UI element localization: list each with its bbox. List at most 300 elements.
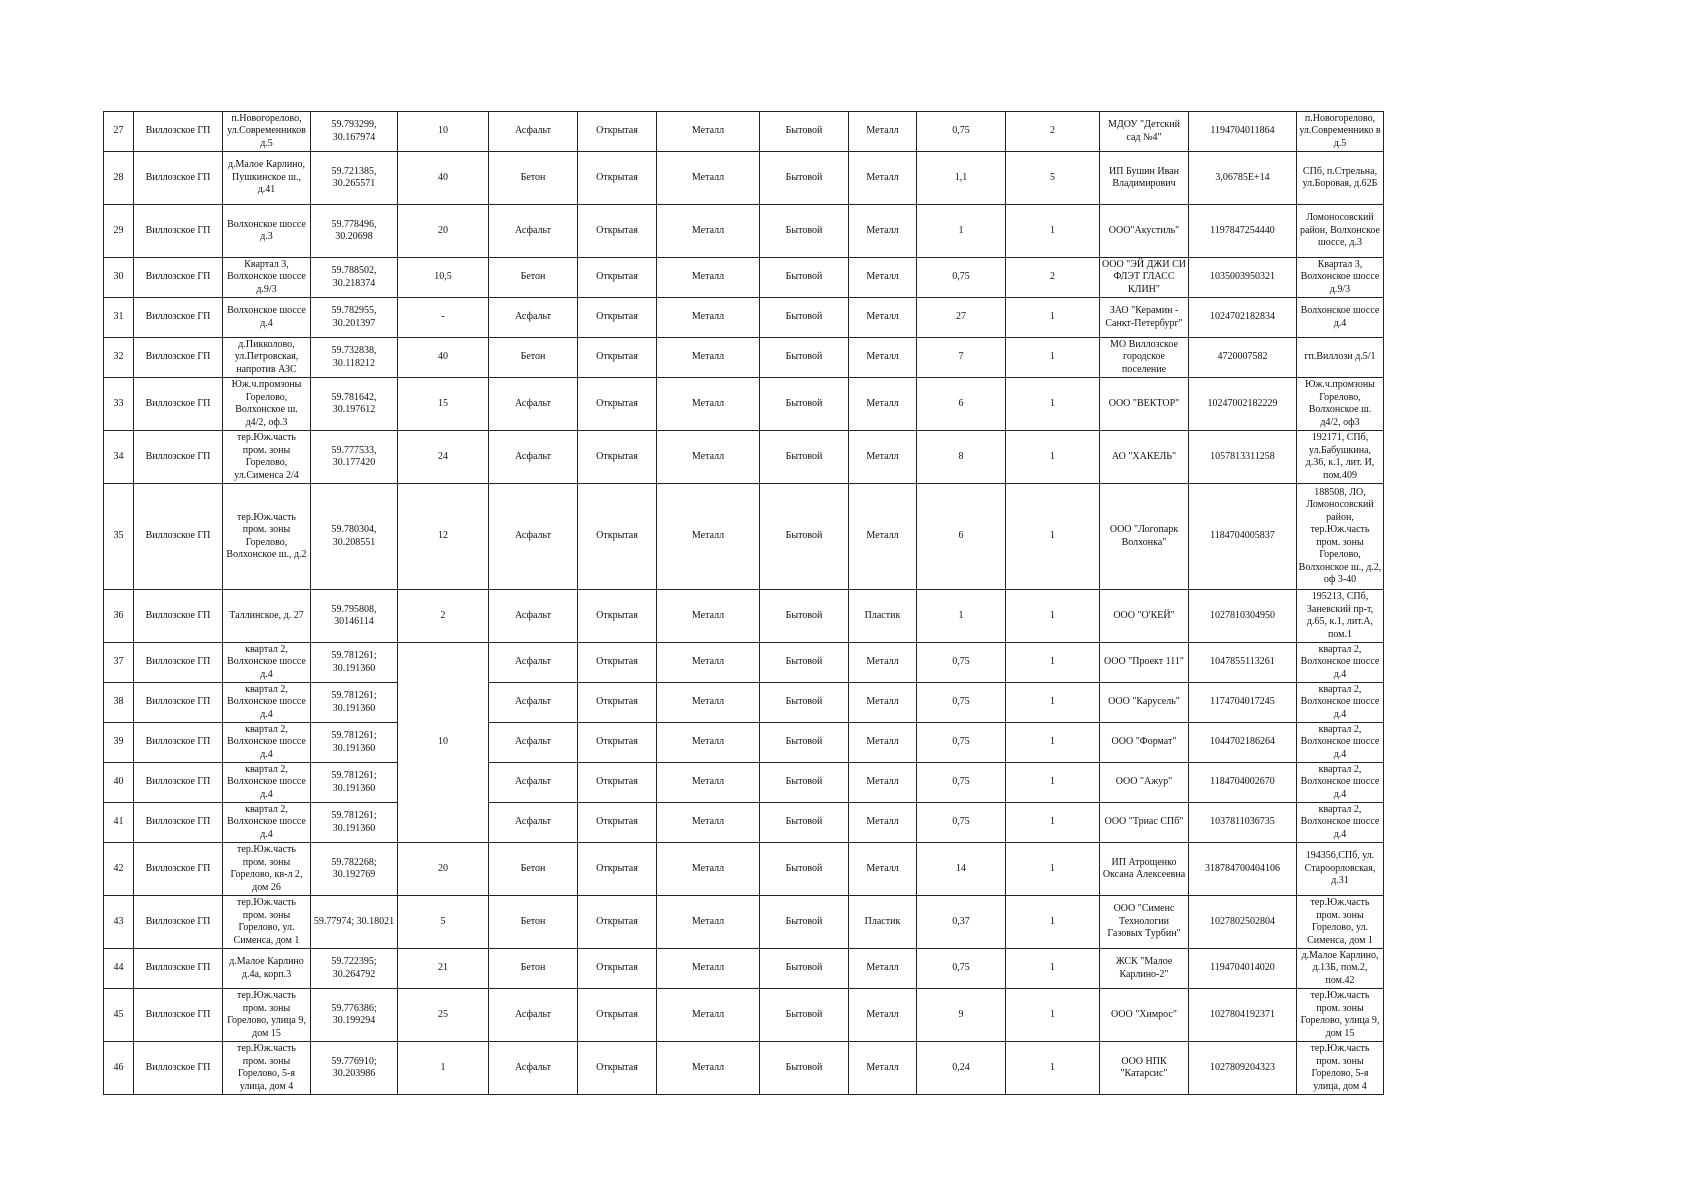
settlement-cell: Виллозское ГП (134, 378, 223, 431)
container-count-cell: 1 (1006, 763, 1100, 803)
site-type-cell: Открытая (578, 643, 657, 683)
address-cell: квартал 2, Волхонское шоссе д.4 (223, 643, 311, 683)
owner-name-cell: ООО "Проект 111" (1100, 643, 1189, 683)
owner-ogrn-cell: 1035003950321 (1189, 258, 1297, 298)
table-row (104, 763, 1384, 803)
fence-material-cell: Металл (657, 205, 760, 258)
container-material-cell: Металл (849, 112, 917, 152)
container-count-cell: 1 (1006, 1042, 1100, 1095)
settlement-cell: Виллозское ГП (134, 843, 223, 896)
coordinates-cell: 59.782955, 30.201397 (311, 298, 398, 338)
container-count-cell: 1 (1006, 896, 1100, 949)
surface-cell: Бетон (489, 843, 578, 896)
address-cell: д.Пикколово, ул.Петровская, напротив АЗС (223, 338, 311, 378)
coordinates-cell: 59.788502, 30.218374 (311, 258, 398, 298)
area-cell: 1 (398, 1042, 489, 1095)
area-cell: 12 (398, 484, 489, 590)
container-volume-cell: 6 (917, 378, 1006, 431)
container-volume-cell: 6 (917, 484, 1006, 590)
site-type-cell: Открытая (578, 896, 657, 949)
site-type-cell: Открытая (578, 112, 657, 152)
owner-address-cell: Ломоносовский район, Волхонское шоссе, д.3 (1297, 205, 1384, 258)
settlement-cell: Виллозское ГП (134, 723, 223, 763)
site-type-cell: Открытая (578, 152, 657, 205)
area-cell: 10,5 (398, 258, 489, 298)
table-body (104, 112, 1384, 1095)
address-cell: д.Малое Карлино д.4а, корп.3 (223, 949, 311, 989)
owner-ogrn-cell: 4720007582 (1189, 338, 1297, 378)
table-row (104, 590, 1384, 643)
address-cell: п.Новогорелово, ул.Современников д.5 (223, 112, 311, 152)
row-number-cell: 27 (104, 112, 134, 152)
owner-ogrn-cell: 1184704005837 (1189, 484, 1297, 590)
fence-material-cell: Металл (657, 989, 760, 1042)
container-count-cell: 1 (1006, 683, 1100, 723)
container-volume-cell: 0,37 (917, 896, 1006, 949)
container-count-cell: 1 (1006, 431, 1100, 484)
owner-ogrn-cell: 1027810304950 (1189, 590, 1297, 643)
surface-cell: Бетон (489, 338, 578, 378)
owner-address-cell: Волхонское шоссе д.4 (1297, 298, 1384, 338)
table-row (104, 298, 1384, 338)
waste-type-cell: Бытовой (760, 643, 849, 683)
area-cell: 25 (398, 989, 489, 1042)
registry-table (103, 111, 1384, 1095)
surface-cell: Асфальт (489, 205, 578, 258)
table-row (104, 378, 1384, 431)
owner-name-cell: АО "ХАКЕЛЬ" (1100, 431, 1189, 484)
owner-name-cell: ООО "ЭЙ ДЖИ СИ ФЛЭТ ГЛАСС КЛИН" (1100, 258, 1189, 298)
owner-ogrn-cell: 1024702182834 (1189, 298, 1297, 338)
address-cell: Волхонское шоссе д.3 (223, 205, 311, 258)
owner-address-cell: 192171, СПб, ул.Бабушкина, д.36, к.1, лит. И, пом.409 (1297, 431, 1384, 484)
surface-cell: Асфальт (489, 683, 578, 723)
area-cell: 2 (398, 590, 489, 643)
settlement-cell: Виллозское ГП (134, 258, 223, 298)
table-row (104, 803, 1384, 843)
row-number-cell: 38 (104, 683, 134, 723)
area-cell: 21 (398, 949, 489, 989)
address-cell: Таллинское, д. 27 (223, 590, 311, 643)
table-row (104, 989, 1384, 1042)
owner-ogrn-cell: 1197847254440 (1189, 205, 1297, 258)
container-count-cell: 1 (1006, 843, 1100, 896)
table-row (104, 112, 1384, 152)
area-cell: 24 (398, 431, 489, 484)
owner-name-cell: ООО "Формат" (1100, 723, 1189, 763)
coordinates-cell: 59.793299, 30.167974 (311, 112, 398, 152)
settlement-cell: Виллозское ГП (134, 484, 223, 590)
address-cell: тер.Юж.часть пром. зоны Горелово, ул. Сименса, дом 1 (223, 896, 311, 949)
row-number-cell: 31 (104, 298, 134, 338)
owner-ogrn-cell: 1027804192371 (1189, 989, 1297, 1042)
container-material-cell: Металл (849, 803, 917, 843)
owner-name-cell: ИП Атрощенко Оксана Алексеевна (1100, 843, 1189, 896)
settlement-cell: Виллозское ГП (134, 949, 223, 989)
waste-type-cell: Бытовой (760, 723, 849, 763)
container-material-cell: Металл (849, 949, 917, 989)
row-number-cell: 32 (104, 338, 134, 378)
surface-cell: Асфальт (489, 1042, 578, 1095)
fence-material-cell: Металл (657, 763, 760, 803)
coordinates-cell: 59.782268; 30.192769 (311, 843, 398, 896)
owner-ogrn-cell: 1027809204323 (1189, 1042, 1297, 1095)
site-type-cell: Открытая (578, 431, 657, 484)
table-row (104, 643, 1384, 683)
owner-ogrn-cell: 1047855113261 (1189, 643, 1297, 683)
container-count-cell: 2 (1006, 258, 1100, 298)
area-cell: 10 (398, 643, 489, 843)
container-count-cell: 1 (1006, 378, 1100, 431)
waste-type-cell: Бытовой (760, 896, 849, 949)
address-cell: Волхонское шоссе д.4 (223, 298, 311, 338)
waste-type-cell: Бытовой (760, 258, 849, 298)
owner-name-cell: ООО "Триас СПб" (1100, 803, 1189, 843)
site-type-cell: Открытая (578, 1042, 657, 1095)
row-number-cell: 34 (104, 431, 134, 484)
fence-material-cell: Металл (657, 298, 760, 338)
row-number-cell: 45 (104, 989, 134, 1042)
surface-cell: Асфальт (489, 112, 578, 152)
fence-material-cell: Металл (657, 338, 760, 378)
coordinates-cell: 59.776386; 30.199294 (311, 989, 398, 1042)
area-cell: 40 (398, 338, 489, 378)
owner-ogrn-cell: 1044702186264 (1189, 723, 1297, 763)
owner-ogrn-cell: 3,06785E+14 (1189, 152, 1297, 205)
area-cell: 10 (398, 112, 489, 152)
owner-address-cell: 195213, СПб, Заневский пр-т, д.65, к.1, лит.А, пом.1 (1297, 590, 1384, 643)
waste-type-cell: Бытовой (760, 803, 849, 843)
container-material-cell: Металл (849, 1042, 917, 1095)
coordinates-cell: 59.781261; 30.191360 (311, 763, 398, 803)
container-volume-cell: 0,75 (917, 763, 1006, 803)
surface-cell: Асфальт (489, 484, 578, 590)
site-type-cell: Открытая (578, 378, 657, 431)
container-material-cell: Металл (849, 763, 917, 803)
coordinates-cell: 59.722395; 30.264792 (311, 949, 398, 989)
table-row (104, 338, 1384, 378)
surface-cell: Асфальт (489, 431, 578, 484)
row-number-cell: 33 (104, 378, 134, 431)
container-volume-cell: 0,75 (917, 723, 1006, 763)
container-material-cell: Металл (849, 431, 917, 484)
owner-ogrn-cell: 318784700404106 (1189, 843, 1297, 896)
container-volume-cell: 0,75 (917, 949, 1006, 989)
owner-ogrn-cell: 1027802502804 (1189, 896, 1297, 949)
settlement-cell: Виллозское ГП (134, 205, 223, 258)
waste-type-cell: Бытовой (760, 205, 849, 258)
table-row (104, 843, 1384, 896)
container-volume-cell: 1 (917, 205, 1006, 258)
waste-type-cell: Бытовой (760, 152, 849, 205)
owner-name-cell: МДОУ "Детский сад №4" (1100, 112, 1189, 152)
site-type-cell: Открытая (578, 205, 657, 258)
row-number-cell: 44 (104, 949, 134, 989)
address-cell: д.Малое Карлино, Пушкинское ш., д.41 (223, 152, 311, 205)
address-cell: тер.Юж.часть пром. зоны Горелово, улица 9, дом 15 (223, 989, 311, 1042)
address-cell: квартал 2, Волхонское шоссе д.4 (223, 763, 311, 803)
address-cell: тер.Юж.часть пром. зоны Горелово, ул.Сименса 2/4 (223, 431, 311, 484)
site-type-cell: Открытая (578, 338, 657, 378)
address-cell: тер.Юж.часть пром. зоны Горелово, 5-я улица, дом 4 (223, 1042, 311, 1095)
container-count-cell: 1 (1006, 803, 1100, 843)
owner-address-cell: квартал 2, Волхонское шоссе д.4 (1297, 683, 1384, 723)
settlement-cell: Виллозское ГП (134, 338, 223, 378)
owner-ogrn-cell: 1174704017245 (1189, 683, 1297, 723)
row-number-cell: 39 (104, 723, 134, 763)
owner-name-cell: ЗАО "Керамин - Санкт-Петербург" (1100, 298, 1189, 338)
table-row (104, 723, 1384, 763)
fence-material-cell: Металл (657, 643, 760, 683)
row-number-cell: 41 (104, 803, 134, 843)
container-material-cell: Металл (849, 723, 917, 763)
table-row (104, 258, 1384, 298)
site-type-cell: Открытая (578, 803, 657, 843)
container-material-cell: Металл (849, 152, 917, 205)
owner-name-cell: ООО "Химрос" (1100, 989, 1189, 1042)
waste-type-cell: Бытовой (760, 484, 849, 590)
row-number-cell: 30 (104, 258, 134, 298)
waste-type-cell: Бытовой (760, 949, 849, 989)
fence-material-cell: Металл (657, 378, 760, 431)
container-material-cell: Металл (849, 378, 917, 431)
waste-type-cell: Бытовой (760, 989, 849, 1042)
surface-cell: Асфальт (489, 378, 578, 431)
site-type-cell: Открытая (578, 763, 657, 803)
address-cell: квартал 2, Волхонское шоссе д.4 (223, 803, 311, 843)
site-type-cell: Открытая (578, 843, 657, 896)
site-type-cell: Открытая (578, 484, 657, 590)
container-count-cell: 1 (1006, 484, 1100, 590)
container-volume-cell: 0,75 (917, 683, 1006, 723)
surface-cell: Бетон (489, 896, 578, 949)
address-cell: квартал 2, Волхонское шоссе д.4 (223, 683, 311, 723)
owner-name-cell: ИП Бушин Иван Владимирович (1100, 152, 1189, 205)
container-volume-cell: 1,1 (917, 152, 1006, 205)
surface-cell: Асфальт (489, 763, 578, 803)
row-number-cell: 28 (104, 152, 134, 205)
coordinates-cell: 59.781261; 30.191360 (311, 803, 398, 843)
container-count-cell: 1 (1006, 643, 1100, 683)
waste-type-cell: Бытовой (760, 843, 849, 896)
fence-material-cell: Металл (657, 112, 760, 152)
area-cell: 5 (398, 896, 489, 949)
waste-type-cell: Бытовой (760, 378, 849, 431)
container-count-cell: 1 (1006, 723, 1100, 763)
waste-type-cell: Бытовой (760, 431, 849, 484)
container-material-cell: Металл (849, 258, 917, 298)
settlement-cell: Виллозское ГП (134, 896, 223, 949)
fence-material-cell: Металл (657, 258, 760, 298)
site-type-cell: Открытая (578, 949, 657, 989)
container-volume-cell: 0,75 (917, 258, 1006, 298)
area-cell: 15 (398, 378, 489, 431)
fence-material-cell: Металл (657, 590, 760, 643)
area-cell: 20 (398, 205, 489, 258)
address-cell: тер.Юж.часть пром. зоны Горелово, кв-л 2, дом 26 (223, 843, 311, 896)
waste-type-cell: Бытовой (760, 590, 849, 643)
waste-type-cell: Бытовой (760, 1042, 849, 1095)
settlement-cell: Виллозское ГП (134, 112, 223, 152)
address-cell: Квартал 3, Волхонское шоссе д.9/3 (223, 258, 311, 298)
owner-address-cell: тер.Юж.часть пром. зоны Горелово, ул. Сименса, дом 1 (1297, 896, 1384, 949)
waste-type-cell: Бытовой (760, 763, 849, 803)
surface-cell: Асфальт (489, 989, 578, 1042)
settlement-cell: Виллозское ГП (134, 763, 223, 803)
table-row (104, 949, 1384, 989)
site-type-cell: Открытая (578, 723, 657, 763)
settlement-cell: Виллозское ГП (134, 298, 223, 338)
owner-address-cell: квартал 2, Волхонское шоссе д.4 (1297, 803, 1384, 843)
container-count-cell: 1 (1006, 298, 1100, 338)
container-material-cell: Металл (849, 484, 917, 590)
area-cell: 40 (398, 152, 489, 205)
table-row (104, 683, 1384, 723)
fence-material-cell: Металл (657, 896, 760, 949)
container-volume-cell: 27 (917, 298, 1006, 338)
fence-material-cell: Металл (657, 843, 760, 896)
owner-address-cell: Квартал 3, Волхонское шоссе д.9/3 (1297, 258, 1384, 298)
container-count-cell: 5 (1006, 152, 1100, 205)
container-material-cell: Металл (849, 205, 917, 258)
container-count-cell: 1 (1006, 205, 1100, 258)
surface-cell: Бетон (489, 949, 578, 989)
table-row (104, 431, 1384, 484)
owner-address-cell: СПб, п.Стрельна, ул.Боровая, д.62Б (1297, 152, 1384, 205)
owner-name-cell: ЖСК "Малое Карлино-2" (1100, 949, 1189, 989)
owner-address-cell: квартал 2, Волхонское шоссе д.4 (1297, 763, 1384, 803)
container-material-cell: Пластик (849, 896, 917, 949)
settlement-cell: Виллозское ГП (134, 643, 223, 683)
container-material-cell: Металл (849, 843, 917, 896)
fence-material-cell: Металл (657, 1042, 760, 1095)
owner-name-cell: ООО "Карусель" (1100, 683, 1189, 723)
owner-ogrn-cell: 10247002182229 (1189, 378, 1297, 431)
fence-material-cell: Металл (657, 949, 760, 989)
container-volume-cell: 0,75 (917, 803, 1006, 843)
owner-name-cell: ООО"Акустиль" (1100, 205, 1189, 258)
row-number-cell: 43 (104, 896, 134, 949)
coordinates-cell: 59.780304, 30.208551 (311, 484, 398, 590)
container-material-cell: Металл (849, 298, 917, 338)
owner-ogrn-cell: 1194704014020 (1189, 949, 1297, 989)
owner-address-cell: квартал 2, Волхонское шоссе д.4 (1297, 723, 1384, 763)
container-volume-cell: 14 (917, 843, 1006, 896)
settlement-cell: Виллозское ГП (134, 803, 223, 843)
surface-cell: Асфальт (489, 298, 578, 338)
waste-type-cell: Бытовой (760, 298, 849, 338)
row-number-cell: 35 (104, 484, 134, 590)
site-type-cell: Открытая (578, 258, 657, 298)
site-type-cell: Открытая (578, 989, 657, 1042)
table-row (104, 1042, 1384, 1095)
row-number-cell: 46 (104, 1042, 134, 1095)
owner-ogrn-cell: 1037811036735 (1189, 803, 1297, 843)
owner-ogrn-cell: 1057813311258 (1189, 431, 1297, 484)
row-number-cell: 29 (104, 205, 134, 258)
coordinates-cell: 59.776910; 30.203986 (311, 1042, 398, 1095)
owner-address-cell: тер.Юж.часть пром. зоны Горелово, улица 9, дом 15 (1297, 989, 1384, 1042)
surface-cell: Асфальт (489, 723, 578, 763)
surface-cell: Бетон (489, 152, 578, 205)
owner-name-cell: ООО "Логопарк Волхонка" (1100, 484, 1189, 590)
owner-address-cell: тер.Юж.часть пром. зоны Горелово, 5-я улица, дом 4 (1297, 1042, 1384, 1095)
coordinates-cell: 59.732838, 30.118212 (311, 338, 398, 378)
address-cell: Юж.ч.промзоны Горелово, Волхонское ш. д4/2, оф.3 (223, 378, 311, 431)
coordinates-cell: 59.781261; 30.191360 (311, 683, 398, 723)
owner-name-cell: ООО "Ажур" (1100, 763, 1189, 803)
owner-address-cell: д.Малое Карлино, д.13Б, пом.2, пом.42 (1297, 949, 1384, 989)
container-material-cell: Пластик (849, 590, 917, 643)
owner-address-cell: гп.Виллози д.5/1 (1297, 338, 1384, 378)
owner-address-cell: Юж.ч.промзоны Горелово, Волхонское ш. д4/2, оф3 (1297, 378, 1384, 431)
fence-material-cell: Металл (657, 431, 760, 484)
row-number-cell: 37 (104, 643, 134, 683)
container-count-cell: 1 (1006, 338, 1100, 378)
owner-ogrn-cell: 1194704011864 (1189, 112, 1297, 152)
settlement-cell: Виллозское ГП (134, 1042, 223, 1095)
container-material-cell: Металл (849, 643, 917, 683)
container-volume-cell: 7 (917, 338, 1006, 378)
coordinates-cell: 59.781261; 30.191360 (311, 643, 398, 683)
container-count-cell: 1 (1006, 989, 1100, 1042)
fence-material-cell: Металл (657, 803, 760, 843)
container-volume-cell: 1 (917, 590, 1006, 643)
coordinates-cell: 59.777533, 30.177420 (311, 431, 398, 484)
owner-address-cell: 188508, ЛО, Ломоносовский район, тер.Юж.часть пром. зоны Горелово, Волхонское ш., д.2, оф 3-40 (1297, 484, 1384, 590)
surface-cell: Асфальт (489, 643, 578, 683)
container-material-cell: Металл (849, 338, 917, 378)
surface-cell: Асфальт (489, 803, 578, 843)
waste-type-cell: Бытовой (760, 338, 849, 378)
area-cell: 20 (398, 843, 489, 896)
coordinates-cell: 59.721385, 30.265571 (311, 152, 398, 205)
owner-address-cell: квартал 2, Волхонское шоссе д.4 (1297, 643, 1384, 683)
table-row (104, 152, 1384, 205)
owner-name-cell: ООО "Сименс Технологии Газовых Турбин" (1100, 896, 1189, 949)
row-number-cell: 40 (104, 763, 134, 803)
site-type-cell: Открытая (578, 298, 657, 338)
container-material-cell: Металл (849, 683, 917, 723)
coordinates-cell: 59.781261; 30.191360 (311, 723, 398, 763)
container-volume-cell: 0,75 (917, 643, 1006, 683)
settlement-cell: Виллозское ГП (134, 431, 223, 484)
row-number-cell: 36 (104, 590, 134, 643)
site-type-cell: Открытая (578, 590, 657, 643)
table-row (104, 896, 1384, 949)
settlement-cell: Виллозское ГП (134, 152, 223, 205)
container-volume-cell: 0,24 (917, 1042, 1006, 1095)
coordinates-cell: 59.781642, 30.197612 (311, 378, 398, 431)
owner-ogrn-cell: 1184704002670 (1189, 763, 1297, 803)
settlement-cell: Виллозское ГП (134, 590, 223, 643)
waste-type-cell: Бытовой (760, 112, 849, 152)
fence-material-cell: Металл (657, 723, 760, 763)
owner-name-cell: ООО НПК "Катарсис" (1100, 1042, 1189, 1095)
container-volume-cell: 0,75 (917, 112, 1006, 152)
waste-type-cell: Бытовой (760, 683, 849, 723)
settlement-cell: Виллозское ГП (134, 683, 223, 723)
container-count-cell: 1 (1006, 590, 1100, 643)
row-number-cell: 42 (104, 843, 134, 896)
surface-cell: Бетон (489, 258, 578, 298)
container-count-cell: 2 (1006, 112, 1100, 152)
coordinates-cell: 59.77974; 30.18021 (311, 896, 398, 949)
owner-name-cell: ООО "О'КЕЙ" (1100, 590, 1189, 643)
owner-name-cell: МО Виллозское городское поселение (1100, 338, 1189, 378)
container-count-cell: 1 (1006, 949, 1100, 989)
site-type-cell: Открытая (578, 683, 657, 723)
